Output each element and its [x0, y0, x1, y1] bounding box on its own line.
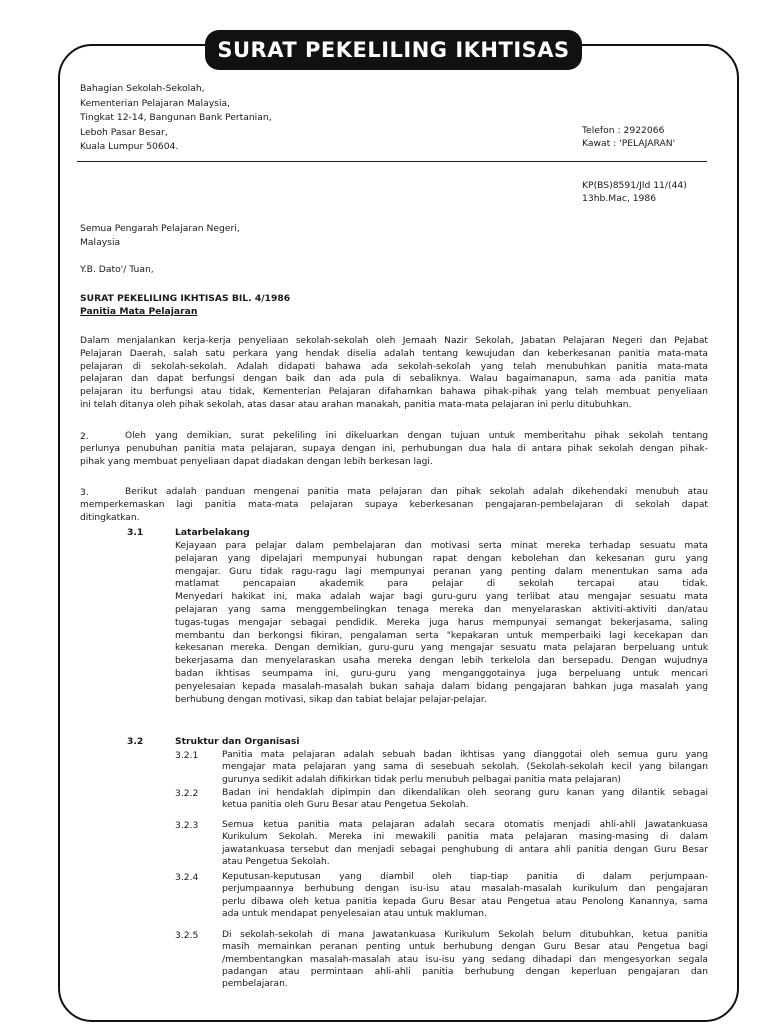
subsection-line: ketua panitia oleh Guru Besar atau Pengetua Sekolah. — [222, 800, 469, 811]
recipient-line: Semua Pengarah Pelajaran Negeri, — [80, 223, 240, 234]
paragraph-line: pihak yang membuat penyeliaan dapat diadakan dengan lebih berkesan lagi. — [80, 456, 433, 467]
paragraph-2 — [80, 430, 708, 468]
paragraph-line: pelajaran yang dipelajari mempunyai hubungan rapat dengan kebolehan dan kekesanan guru yang — [175, 553, 708, 564]
subsection-number: 3.2.5 — [175, 930, 199, 941]
paragraph-3 — [80, 486, 708, 524]
paragraph-3-number: 3. — [80, 487, 89, 498]
subsection-body — [222, 749, 708, 786]
paragraph-line: berhubung dengan motivasi, sikap dan tabiat belajar pelajar-pelajar. — [175, 694, 487, 705]
subsection-line: mengajar mata pelajaran yang sama di sesebuah sekolah. (Sekolah-sekolah kecil yang bilangan — [222, 762, 708, 773]
subsection-body — [222, 819, 708, 868]
subsection-line: ada untuk mendapat penyelesaian atau untuk makluman. — [222, 908, 487, 919]
paragraph-line: tugas-tugas mengajar sebagai pendidik. Mereka juga harus mempunyai semangat bekerjasama, saling — [175, 617, 708, 628]
paragraph-line: Dalam menjalankan kerja-kerja penyeliaan sekolah-sekolah oleh Jemaah Nazir Sekolah, Jabatan Pelajaran Negeri dan Pejabat — [80, 336, 708, 346]
sender-address-line: Tingkat 12-14, Bangunan Bank Pertanian, — [80, 112, 272, 123]
subsection-line: /membentangkan masalah-masalah atau isu-isu yang sedang dihadapi dan mengesyorkan segala — [222, 954, 708, 965]
sender-address-line: Leboh Pasar Besar, — [80, 126, 168, 138]
subsection-number: 3.2.3 — [175, 820, 199, 831]
contact-telefon: Telefon : 2922066 — [582, 125, 665, 136]
paragraph-line: Oleh yang demikian, surat pekeliling ini dikeluarkan dengan tujuan untuk memberitahu pihak sekolah tentang — [125, 431, 708, 441]
subsection-body — [222, 871, 708, 920]
section-3-1-number: 3.1 — [127, 527, 144, 538]
subsection-line: jawatankuasa tersebut dan menjadi sebagai penghubung di antara ahli panitia dengan Guru Besar — [222, 844, 708, 855]
subsection-line: Badan ini hendaklah dipimpin dan dikendalikan oleh seorang guru kanan yang dilantik sebagai — [222, 788, 708, 798]
paragraph-line: pelajaran itu berfungsi atau tidak, Kementerian Pelajaran difahamkan bahawa pihak-pihak yang telah membuat penyeliaan — [80, 387, 708, 398]
paragraph-line: matlamat pencapaian akademik para pelajar di sekolah tercapai atau tidak. — [175, 579, 708, 590]
paragraph-line: Menyedari hakikat ini, maka adalah wajar bagi guru-guru yang terlibat atau mengajar sesuatu mata — [175, 592, 708, 603]
paragraph-line: pelajaran dan dapat berfungsi dengan baik dan ada pula di sebaliknya. Walau bagaimanapun, sama ada panitia mata — [80, 374, 708, 385]
paragraph-line: Kejayaan para pelajar dalam pembelajaran dan motivasi serta minat mereka terhadap sesuatu mata — [175, 541, 708, 551]
section-3-2-heading: Struktur dan Organisasi — [175, 736, 300, 747]
sender-address-line: Kuala Lumpur 50604. — [80, 141, 179, 152]
paragraph-line: perlunya penubuhan panitia mata pelajaran, supaya dengan ini, perhubungan dua hala di antara pihak sekolah dengan pihak- — [80, 443, 708, 454]
subsection-number: 3.2.1 — [175, 750, 199, 761]
paragraph-line: kekesanan mereka. Dengan demikian, guru-guru yang mengajar sesuatu mata pelajaran berpeluang untuk — [175, 643, 708, 654]
subsection-line: perlu dibawa oleh ketua panitia kepada Guru Besar atau Pengetua atau Penolong Kanannya, sama — [222, 896, 708, 907]
letter-date: 13hb.Mac, 1986 — [582, 193, 657, 204]
section-3-1-heading: Latarbelakang — [175, 527, 250, 538]
paragraph-line: pelajaran yang sama menggembelingkan tenaga mereka dan menyelaraskan aktiviti-aktiviti dan/atau — [175, 604, 708, 615]
sender-address-line: Kementerian Pelajaran Malaysia, — [80, 97, 231, 109]
circular-title: SURAT PEKELILING IKHTISAS BIL. 4/1986 — [80, 293, 291, 304]
section-3-1-body — [175, 540, 708, 706]
header-divider — [77, 161, 707, 162]
subsection-number: 3.2.4 — [175, 872, 199, 883]
subsection-line: padangan atau permintaan ahli-ahli panitia berhubung dengan keperluan pengajaran dan — [222, 966, 708, 977]
subsection-line: Keputusan-keputusan yang diambil oleh tiap-tiap panitia di dalam perjumpaan- — [222, 872, 708, 882]
paragraph-line: membantu dan berkongsi fikiran, pengalaman serta "kepakaran untuk memperbaiki lagi kecekapan dan — [175, 630, 708, 641]
subsection-line: pembelajaran. — [222, 979, 288, 990]
paragraph-line: bekerjasama dan menyelaraskan usaha mereka dengan lebih terkelola dan bersepadu. Dengan wujudnya — [175, 656, 708, 667]
paragraph-line: Berikut adalah panduan mengenai panitia mata pelajaran dan pihak sekolah adalah dikehendaki menubuh atau — [125, 487, 708, 497]
paragraph-line: badan ikhtisas seumpama ini, guru-guru yang menganggotainya juga berpeluang untuk mencari — [175, 668, 708, 679]
subsection-body — [222, 787, 708, 812]
paragraph-line: Pelajaran Daerah, salah satu perkara yang hendak diselia adalah tentang kewujudan dan keberkesanan panitia mata-mata — [80, 348, 708, 359]
recipient-line: Malaysia — [80, 236, 121, 248]
salutation: Y.B. Dato'/ Tuan, — [80, 264, 154, 275]
paragraph-line: pelajaran di sekolah-sekolah. Adalah didapati bahawa ada sekolah-sekolah yang telah menubuhkan panitia mata-mata — [80, 361, 708, 372]
subsection-line: perjumpaannya berhubung dengan isu-isu atau masalah-masalah kurikulum dan pengajaran — [222, 884, 708, 895]
subsection-line: Semua ketua panitia mata pelajaran adalah secara otomatis menjadi ahli-ahli Jawatankuasa — [222, 820, 708, 830]
subsection-line: gurunya sedikit adalah difikirkan tidak perlu menubuh pelbagai panitia mata pelajaran) — [222, 774, 621, 785]
circular-subject: Panitia Mata Pelajaran — [80, 306, 198, 317]
paragraph-1 — [80, 335, 708, 412]
section-3-2-number: 3.2 — [127, 736, 144, 747]
paragraph-line: memperkemaskan lagi panitia mata-mata pelajaran supaya keberkesanan pengajaran-pembelajaran di sekolah dapat — [80, 499, 708, 510]
subsection-body — [222, 929, 708, 990]
paragraph-line: penyelesaian kepada masalah-masalah bukan sahaja dalam bidang pengajaran bahkan juga masalah yang — [175, 681, 708, 692]
subsection-line: masih memainkan peranan penting untuk berhubung dengan Guru Besar atau Pengetua bagi — [222, 942, 708, 953]
subsection-line: atau Pengetua Sekolah. — [222, 856, 330, 867]
paragraph-line: ini telah ditanya oleh pihak sekolah, atas dasar atau arahan manakah, panitia mata-mata pelajaran ini perlu ditubuhkan. — [80, 399, 632, 410]
paragraph-line: ditingkatkan. — [80, 512, 140, 523]
subsection-line: Panitia mata pelajaran adalah sebuah badan ikhtisas yang dianggotai oleh semua guru yang — [222, 750, 708, 760]
reference-number: KP(BS)8591/Jld 11/(44) — [582, 180, 687, 191]
banner-title: SURAT PEKELILING IKHTISAS — [205, 30, 582, 70]
contact-kawat: Kawat : 'PELAJARAN' — [582, 138, 676, 149]
paragraph-2-number: 2. — [80, 431, 89, 442]
subsection-line: Di sekolah-sekolah di mana Jawatankuasa Kurikulum Sekolah belum ditubuhkan, ketua panitia — [222, 930, 708, 940]
paragraph-line: mengajar. Guru tidak ragu-ragu lagi mempunyai peranan yang penting dalam menentukan sama ada — [175, 566, 708, 577]
sender-address-line: Bahagian Sekolah-Sekolah, — [80, 83, 205, 94]
subsection-number: 3.2.2 — [175, 788, 199, 799]
subsection-line: Kurikulum Sekolah. Mereka ini mewakili panitia mata pelajaran masing-masing di dalam — [222, 832, 708, 843]
